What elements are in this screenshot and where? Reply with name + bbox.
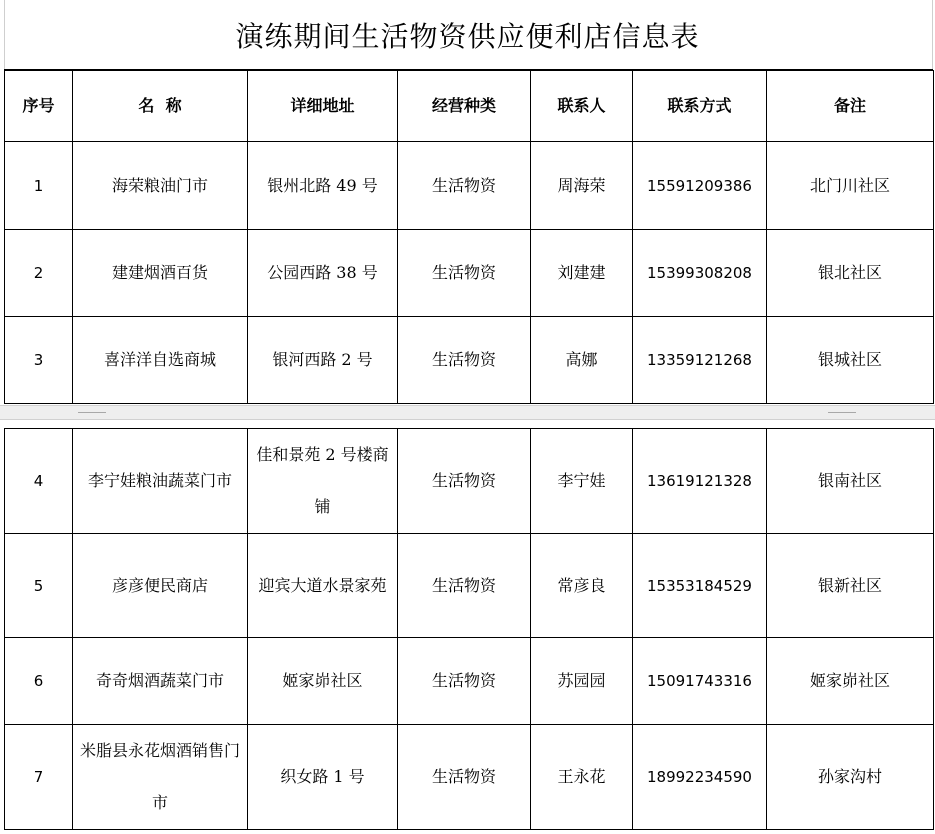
row-category: 生活物资 [398, 429, 531, 534]
row-category: 生活物资 [398, 638, 531, 725]
store-table-page1 [4, 70, 934, 404]
row-name: 李宁娃粮油蔬菜门市 [73, 429, 248, 534]
row-name: 建建烟酒百货 [73, 230, 248, 317]
table-header-row [5, 71, 934, 142]
table-row [5, 230, 934, 317]
row-note: 北门川社区 [767, 142, 934, 230]
header-contact: 联系人 [531, 71, 633, 142]
row-name: 米脂县永花烟酒销售门市 [73, 725, 248, 830]
row-category: 生活物资 [398, 534, 531, 638]
table-row [5, 429, 934, 534]
header-address: 详细地址 [248, 71, 398, 142]
table-row [5, 725, 934, 830]
row-no: 1 [5, 142, 73, 230]
row-note: 银城社区 [767, 317, 934, 404]
row-contact: 刘建建 [531, 230, 633, 317]
row-note: 银南社区 [767, 429, 934, 534]
row-contact: 周海荣 [531, 142, 633, 230]
row-address: 迎宾大道水景家苑 [248, 534, 398, 638]
row-note: 姬家峁社区 [767, 638, 934, 725]
row-address: 织女路 1 号 [248, 725, 398, 830]
header-category: 经营种类 [398, 71, 531, 142]
row-contact: 苏园园 [531, 638, 633, 725]
row-phone: 15091743316 [633, 638, 767, 725]
header-phone: 联系方式 [633, 71, 767, 142]
row-phone: 15353184529 [633, 534, 767, 638]
row-phone: 13619121328 [633, 429, 767, 534]
row-contact: 李宁娃 [531, 429, 633, 534]
row-contact: 常彦良 [531, 534, 633, 638]
table-row [5, 638, 934, 725]
crop-mark [78, 412, 106, 423]
row-phone: 13359121268 [633, 317, 767, 404]
store-table-page2 [4, 428, 934, 830]
page-break [0, 405, 935, 420]
row-name: 海荣粮油门市 [73, 142, 248, 230]
row-category: 生活物资 [398, 725, 531, 830]
row-category: 生活物资 [398, 142, 531, 230]
row-address: 佳和景苑 2 号楼商铺 [248, 429, 398, 534]
row-phone: 15399308208 [633, 230, 767, 317]
row-no: 6 [5, 638, 73, 725]
header-no: 序号 [5, 71, 73, 142]
header-note: 备注 [767, 71, 934, 142]
row-category: 生活物资 [398, 317, 531, 404]
row-contact: 高娜 [531, 317, 633, 404]
crop-mark [828, 412, 856, 423]
row-category: 生活物资 [398, 230, 531, 317]
document-title: 演练期间生活物资供应便利店信息表 [235, 20, 700, 53]
table-row [5, 142, 934, 230]
row-phone: 18992234590 [633, 725, 767, 830]
table-row [5, 534, 934, 638]
table-row [5, 317, 934, 404]
row-note: 银新社区 [767, 534, 934, 638]
row-phone: 15591209386 [633, 142, 767, 230]
row-address: 公园西路 38 号 [248, 230, 398, 317]
header-name: 名 称 [73, 71, 248, 142]
row-no: 4 [5, 429, 73, 534]
row-address: 姬家峁社区 [248, 638, 398, 725]
row-note: 银北社区 [767, 230, 934, 317]
row-name: 喜洋洋自选商城 [73, 317, 248, 404]
row-address: 银州北路 49 号 [248, 142, 398, 230]
row-no: 3 [5, 317, 73, 404]
row-no: 7 [5, 725, 73, 830]
row-no: 5 [5, 534, 73, 638]
row-contact: 王永花 [531, 725, 633, 830]
row-no: 2 [5, 230, 73, 317]
row-name: 奇奇烟酒蔬菜门市 [73, 638, 248, 725]
row-name: 彦彦便民商店 [73, 534, 248, 638]
row-address: 银河西路 2 号 [248, 317, 398, 404]
row-note: 孙家沟村 [767, 725, 934, 830]
